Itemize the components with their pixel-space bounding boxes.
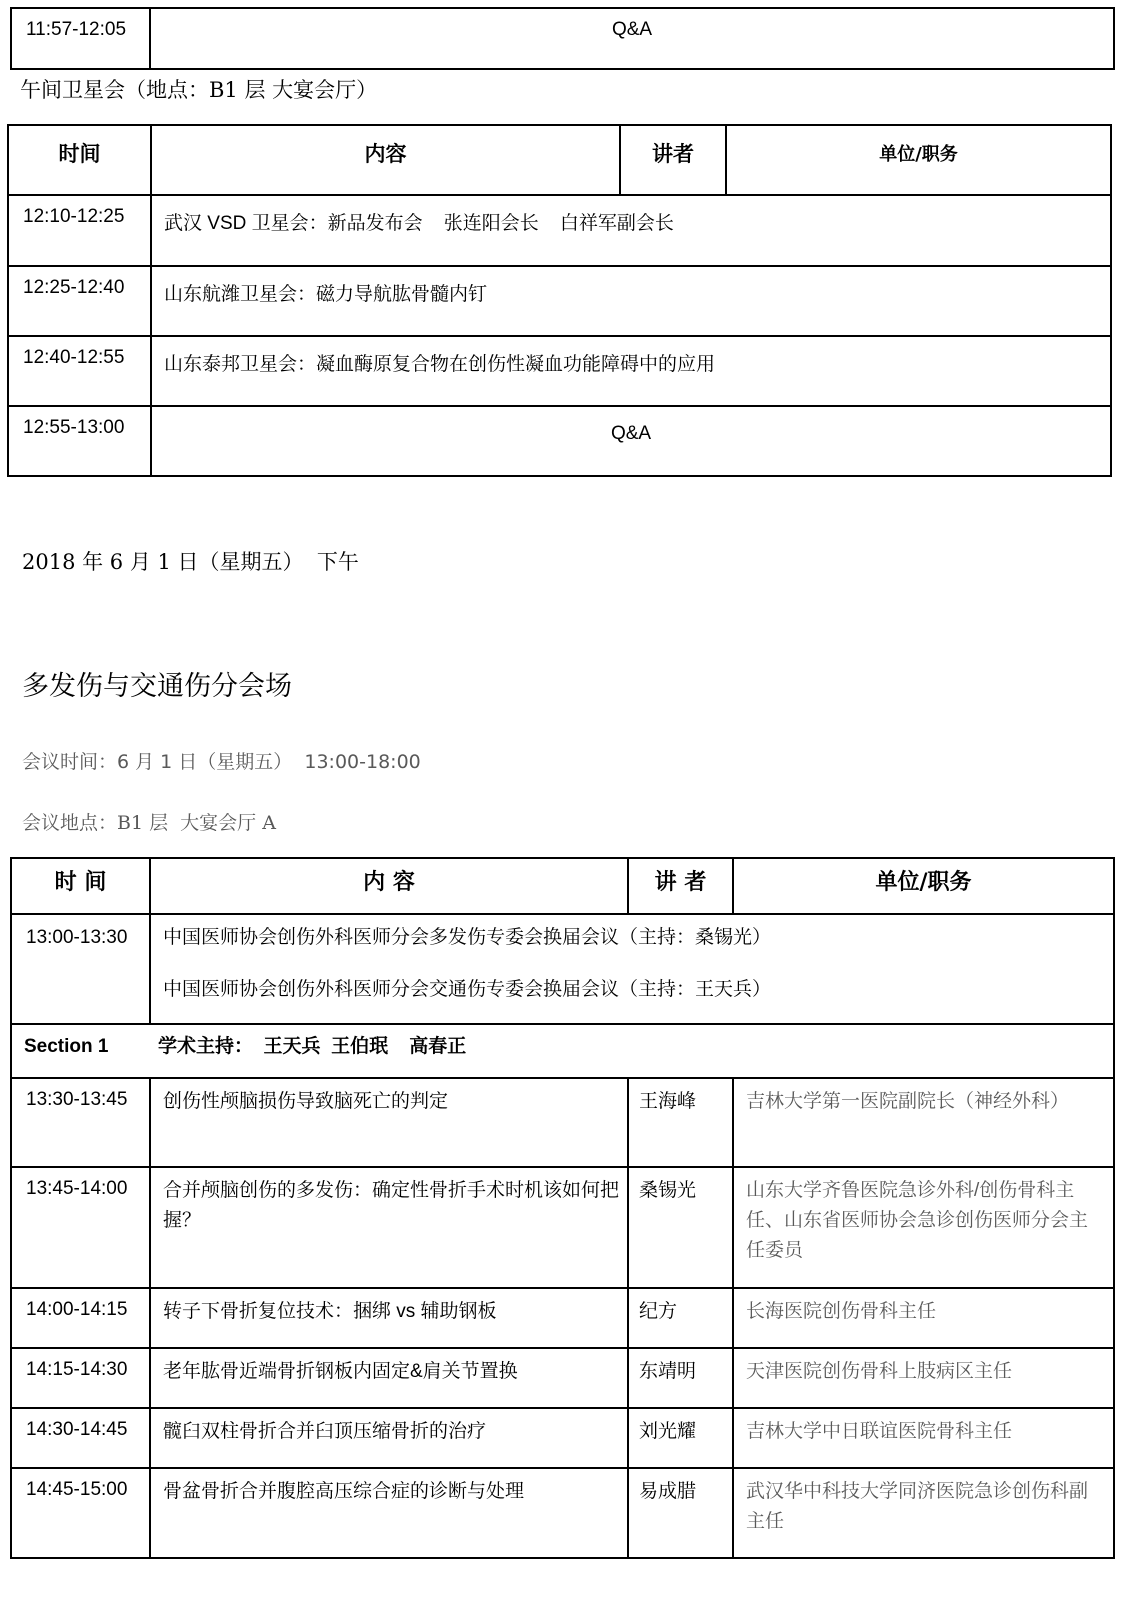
table-row [11,1288,1114,1348]
lunch-symposium-table [7,124,1112,477]
table-row [8,195,1111,266]
meeting-place: 会议地点：B1 层 大宴会厅 A [22,812,276,834]
table-row [8,336,1111,406]
unit-cell: 长海医院创伤骨科主任 [733,1288,1114,1348]
table-row [8,266,1111,336]
unit-cell: 吉林大学第一医院副院长（神经外科） [733,1078,1114,1167]
section-chairs: 学术主持： 王天兵 王伯珉 高春正 [158,1036,467,1057]
opening-content [150,914,1114,1024]
content-cell: 合并颅脑创伤的多发伤：确定性骨折手术时机该如何把握？ [150,1167,628,1288]
time-cell: 14:15-14:30 [11,1348,150,1408]
content-cell: 山东航潍卫星会：磁力导航肱骨髓内钉 [151,266,1111,336]
time-cell: 14:00-14:15 [11,1288,150,1348]
meeting-time: 会议时间：6 月 1 日（星期五） 13:00-18:00 [22,751,421,773]
table-row [11,8,1114,69]
date-heading: 2018 年 6 月 1 日（星期五） 下午 [22,550,359,574]
header-speaker: 讲者 [620,125,726,195]
speaker-cell: 刘光耀 [628,1408,733,1468]
unit-cell: 吉林大学中日联谊医院骨科主任 [733,1408,1114,1468]
table-row [11,1167,1114,1288]
table-row [11,1348,1114,1408]
table-row [11,1078,1114,1167]
header-unit: 单位/职务 [726,125,1111,195]
header-content: 内容 [151,125,620,195]
speaker-cell: 纪方 [628,1288,733,1348]
header-time: 时间 [8,125,151,195]
content-cell: 骨盆骨折合并腹腔高压综合症的诊断与处理 [150,1468,628,1558]
content-cell: 创伤性颅脑损伤导致脑死亡的判定 [150,1078,628,1167]
speaker-cell: 王海峰 [628,1078,733,1167]
time-cell: 14:30-14:45 [11,1408,150,1468]
header-content: 内 容 [150,858,628,914]
lunch-symposium-title: 午间卫星会（地点：B1 层 大宴会厅） [20,78,378,102]
section-label: Section 1 [24,1036,109,1057]
speaker-cell: 易成腊 [628,1468,733,1558]
time-cell: 12:25-12:40 [8,266,151,336]
top-qa-table [10,7,1115,70]
content-cell: 山东泰邦卫星会：凝血酶原复合物在创伤性凝血功能障碍中的应用 [151,336,1111,406]
time-cell: 12:10-12:25 [8,195,151,266]
time-cell: 13:30-13:45 [11,1078,150,1167]
section-cell [11,1024,1114,1078]
content-cell: 髋臼双柱骨折合并臼顶压缩骨折的治疗 [150,1408,628,1468]
table-row [11,1468,1114,1558]
header-speaker: 讲 者 [628,858,733,914]
speaker-cell: 桑锡光 [628,1167,733,1288]
session-title: 多发伤与交通伤分会场 [22,671,292,702]
unit-cell: 天津医院创伤骨科上肢病区主任 [733,1348,1114,1408]
table-header-row [8,125,1111,195]
content-cell: 老年肱骨近端骨折钢板内固定&肩关节置换 [150,1348,628,1408]
content-cell: Q&A [150,8,1114,69]
table-row [8,406,1111,476]
header-unit: 单位/职务 [733,858,1114,914]
time-cell: 12:40-12:55 [8,336,151,406]
opening-line-2: 中国医师协会创伤外科医师分会交通伤专委会换届会议（主持：王天兵） [163,979,772,1000]
time-cell: 14:45-15:00 [11,1468,150,1558]
time-cell: 12:55-13:00 [8,406,151,476]
header-time: 时 间 [11,858,150,914]
time-cell: 13:45-14:00 [11,1167,150,1288]
time-cell: 13:00-13:30 [11,914,150,1024]
table-row [11,1408,1114,1468]
unit-cell: 山东大学齐鲁医院急诊外科/创伤骨科主任、山东省医师协会急诊创伤医师分会主任委员 [733,1167,1114,1288]
content-cell: 转子下骨折复位技术：捆绑 vs 辅助钢板 [150,1288,628,1348]
time-cell: 11:57-12:05 [11,8,150,69]
opening-row [11,914,1114,1024]
content-cell: Q&A [151,406,1111,476]
content-cell: 武汉 VSD 卫星会：新品发布会 张连阳会长 白祥军副会长 [151,195,1111,266]
opening-line-1: 中国医师协会创伤外科医师分会多发伤专委会换届会议（主持：桑锡光） [163,927,772,948]
unit-cell: 武汉华中科技大学同济医院急诊创伤科副主任 [733,1468,1114,1558]
speaker-cell: 东靖明 [628,1348,733,1408]
session-table [10,857,1115,1559]
section-row [11,1024,1114,1078]
table-header-row [11,858,1114,914]
